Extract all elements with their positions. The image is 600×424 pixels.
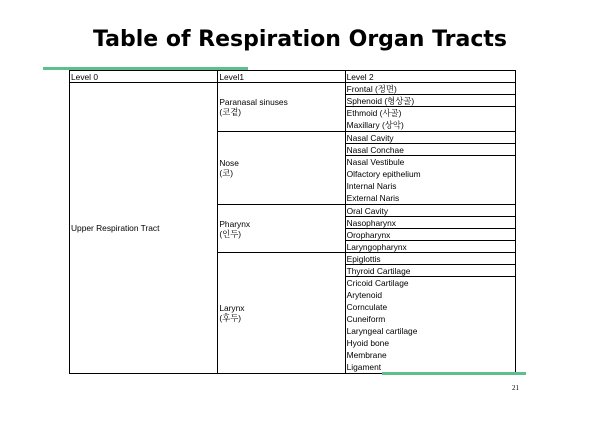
list-item: Laryngeal cartilage [346, 326, 418, 336]
list-item: Thyroid Cartilage [346, 265, 411, 276]
table-row [70, 83, 516, 95]
list-item: Arytenoid [346, 290, 382, 300]
list-item: Cornculate [346, 302, 388, 312]
level2-cell [345, 253, 515, 265]
accent-bar-bottom [382, 372, 526, 375]
list-item: Hyoid bone [346, 338, 389, 348]
level2-cell [345, 132, 515, 144]
list-item: Nasal Cavity [346, 132, 394, 143]
level2-cell [345, 277, 515, 374]
list-item: Internal Naris [346, 181, 397, 191]
level0-cell: Upper Respiration Tract [70, 83, 218, 374]
header-level2: Level 2 [345, 71, 515, 83]
page-title: Table of Respiration Organ Tracts [92, 27, 508, 52]
level1-cell-larynx [218, 253, 345, 374]
level1-name: Larynx [219, 303, 245, 313]
table-header-row [70, 71, 516, 83]
level1-korean: (코곁) [219, 107, 242, 117]
level2-cell [345, 217, 515, 229]
list-item: Oral Cavity [346, 205, 389, 216]
header-level0: Level 0 [70, 71, 218, 83]
level2-cell [345, 241, 515, 253]
level1-cell-pharynx [218, 205, 345, 253]
level1-name: Paranasal sinuses [219, 97, 288, 107]
respiration-table [69, 70, 516, 374]
list-item: Nasal Vestibule [346, 157, 405, 167]
list-item: External Naris [346, 193, 400, 203]
level1-name: Pharynx [219, 218, 251, 229]
page-number: 21 [512, 384, 519, 392]
list-item: Cuneiform [346, 314, 386, 324]
list-item: Maxillary (상악) [346, 120, 404, 130]
level1-name: Nose [219, 158, 239, 168]
list-item: Oropharynx [346, 229, 391, 240]
level2-cell [345, 144, 515, 156]
level2-cell [345, 205, 515, 217]
level2-cell [345, 83, 515, 95]
level2-cell [345, 229, 515, 241]
level1-cell-paranasal [218, 83, 345, 132]
level1-korean: (인두) [219, 228, 242, 239]
list-item: Nasopharynx [346, 217, 396, 228]
list-item: Sphenoid (형상골) [346, 95, 415, 106]
list-item: Frontal (정면) [346, 83, 397, 94]
list-item: Nasal Conchae [346, 144, 404, 155]
level2-cell [345, 107, 515, 132]
list-item: Membrane [346, 350, 387, 360]
level1-korean: (후두) [219, 313, 242, 323]
header-level1: Level1 [218, 71, 345, 83]
list-item: Epiglottis [346, 253, 381, 264]
list-item: Ligament [346, 362, 382, 372]
list-item: Cricoid Cartilage [346, 278, 409, 288]
level2-cell [345, 95, 515, 107]
level1-korean: (코) [219, 168, 233, 178]
list-item: Laryngopharynx [346, 241, 407, 252]
list-item: Ethmoid (사골) [346, 108, 402, 118]
level1-cell-nose [218, 132, 345, 205]
level2-cell [345, 156, 515, 205]
level2-cell [345, 265, 515, 277]
list-item: Olfactory epithelium [346, 169, 421, 179]
